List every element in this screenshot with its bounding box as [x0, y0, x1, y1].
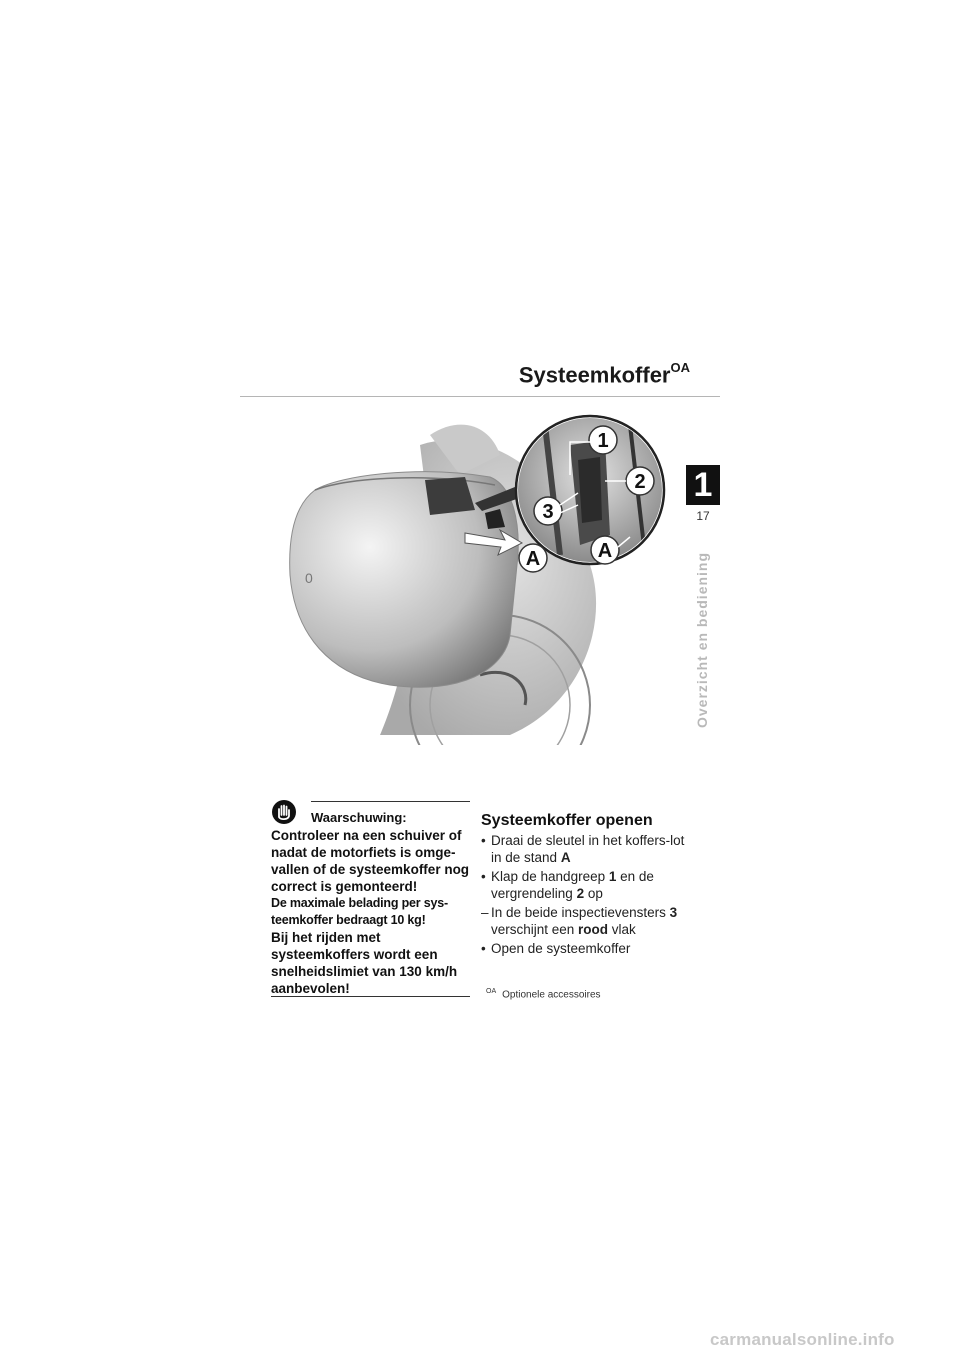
callout-2-label: 2 — [634, 471, 646, 493]
bullet-mark: • — [481, 941, 486, 956]
section-heading: Systeemkoffer openen — [481, 812, 653, 829]
luggage-illustration — [260, 405, 680, 745]
watermark: carmanualsonline.info — [710, 1330, 895, 1349]
dash-mark: – — [481, 905, 489, 920]
page-title: Systeemkoffer$^{OA}$ — [518, 360, 690, 388]
title-superscript: OA — [670, 360, 690, 375]
warning-text — [271, 827, 470, 997]
bullet-mark: • — [481, 869, 486, 884]
footnote: $^{OA}$ Optionele accessoires — [486, 988, 601, 1001]
step-list — [481, 832, 696, 957]
warning-bottom-divider — [271, 996, 470, 997]
warning-paragraph-2: De maximale belading per sys-teemkoffer bedraagt 10 kg! — [271, 896, 448, 927]
footnote-superscript: OA — [486, 988, 497, 995]
stop-hand-icon — [271, 799, 297, 825]
title-divider — [240, 396, 720, 397]
warning-top-divider — [311, 801, 470, 802]
callout-a-main-label: A — [525, 548, 541, 570]
callout-a-zoom-label: A — [597, 540, 613, 562]
page-number: 17 — [696, 509, 710, 523]
warning-paragraph-1: Controleer na een schuiver of nadat de motorfiets is omge-vallen of de systeemkoffer nog correct is gemonteerd! — [271, 828, 470, 894]
step-item: – In de beide inspectievensters 3 verschijnt een rood vlak — [481, 905, 678, 937]
chapter-side-label: Overzicht en bediening — [694, 551, 710, 728]
svg-text:0: 0 — [305, 570, 313, 586]
step-item: • Klap de handgreep 1 en de vergrendeling 2 op — [481, 869, 654, 901]
open-case-section — [481, 812, 696, 959]
callout-1-label: 1 — [597, 430, 609, 452]
chapter-tab: 1 — [686, 465, 720, 505]
step-item: • Open de systeemkoffer — [481, 941, 631, 956]
callout-3-label: 3 — [542, 501, 554, 523]
warning-heading: Waarschuwing: — [311, 810, 407, 825]
warning-paragraph-3: Bij het rijden met systeemkoffers wordt een snelheidslimiet van 130 km/h aanbevolen! — [271, 930, 458, 996]
step-item: • Draai de sleutel in het koffers-lot in de stand A — [481, 833, 685, 865]
bullet-mark: • — [481, 833, 486, 848]
